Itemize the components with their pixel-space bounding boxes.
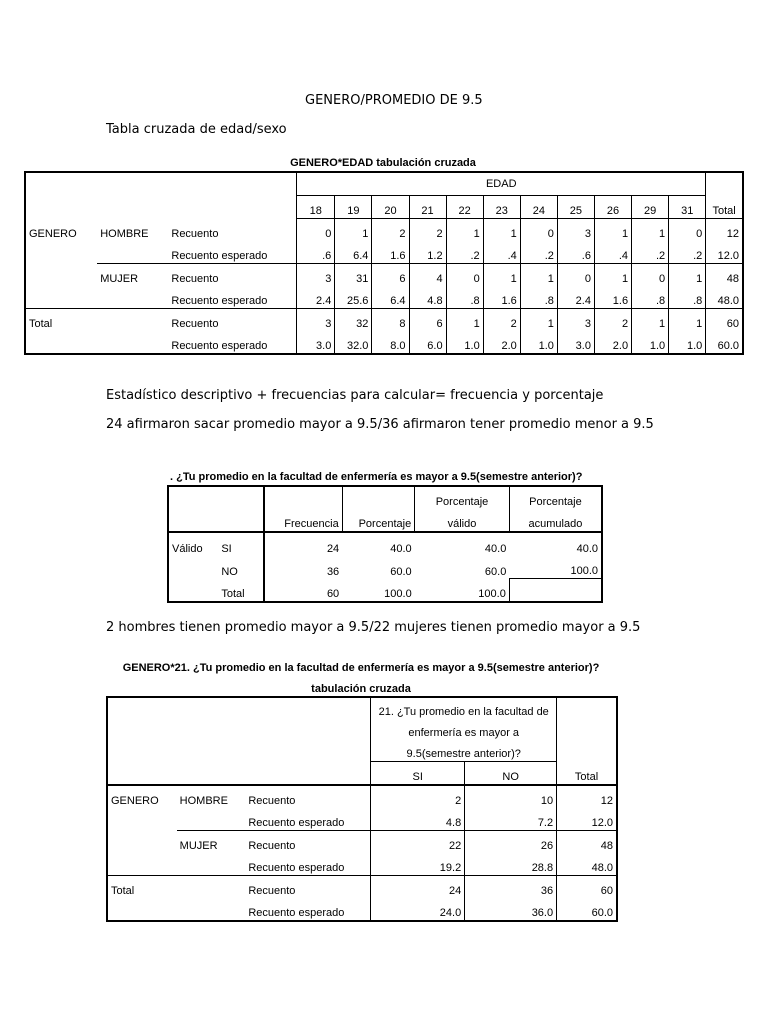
value-cell: 0 bbox=[557, 264, 594, 287]
value-cell: 48 bbox=[706, 264, 743, 287]
value-cell: 60 bbox=[557, 876, 617, 899]
value-cell: 36 bbox=[465, 876, 557, 899]
value-cell: 60.0 bbox=[706, 331, 743, 354]
age-header-19: 19 bbox=[335, 196, 372, 219]
row-sublabel bbox=[97, 286, 168, 309]
value-cell: 1.6 bbox=[372, 241, 409, 264]
no-porcentaje-acumulado: 100.0 bbox=[509, 556, 602, 579]
value-cell: 0 bbox=[446, 264, 483, 287]
age-header-20: 20 bbox=[372, 196, 409, 219]
value-cell: 1 bbox=[520, 264, 557, 287]
table-row bbox=[25, 241, 743, 264]
total-frecuencia: 60 bbox=[264, 579, 343, 603]
value-cell: .6 bbox=[557, 241, 594, 264]
value-cell: 3 bbox=[297, 264, 335, 287]
value-cell: 1.2 bbox=[409, 241, 446, 264]
table3-group-line1: 21. ¿Tu promedio en la facultad de bbox=[371, 697, 557, 719]
total-porcentaje-valido: 100.0 bbox=[415, 579, 510, 603]
row-label bbox=[25, 331, 97, 354]
value-cell: 1 bbox=[632, 219, 669, 242]
value-cell: 1 bbox=[669, 264, 706, 287]
value-cell: 36.0 bbox=[465, 898, 557, 921]
value-cell: .2 bbox=[669, 241, 706, 264]
row-label bbox=[25, 241, 97, 264]
genero-promedio-crosstab-table bbox=[106, 696, 618, 922]
value-cell: 31 bbox=[335, 264, 372, 287]
table-row bbox=[107, 831, 617, 854]
table-row bbox=[107, 785, 617, 808]
no-porcentaje-valido: 60.0 bbox=[484, 565, 507, 578]
value-cell: 2 bbox=[483, 309, 520, 332]
age-header-31: 31 bbox=[669, 196, 706, 219]
value-cell: 10 bbox=[465, 785, 557, 808]
value-cell: 8 bbox=[372, 309, 409, 332]
age-header-22: 22 bbox=[446, 196, 483, 219]
table2-caption: . ¿Tu promedio en la facultad de enfermería es mayor a 9.5(semestre anterior)? bbox=[170, 471, 583, 483]
value-cell: 28.8 bbox=[465, 853, 557, 876]
table1-group-header: EDAD bbox=[297, 172, 706, 196]
age-header-24: 24 bbox=[520, 196, 557, 219]
recuento-esperado-label: Recuento esperado bbox=[168, 286, 296, 309]
row-label-hombre: HOMBRE bbox=[179, 795, 228, 807]
value-cell: .2 bbox=[520, 241, 557, 264]
header-porcentaje-acumulado-2: acumulado bbox=[509, 509, 602, 532]
label-no: NO bbox=[218, 556, 263, 579]
row-label-genero: GENERO bbox=[107, 785, 177, 808]
value-cell: 2.4 bbox=[557, 286, 594, 309]
si-porcentaje: 40.0 bbox=[342, 532, 415, 556]
edad-crosstab-table bbox=[24, 171, 744, 355]
value-cell: 4 bbox=[409, 264, 446, 287]
row-sublabel bbox=[177, 876, 246, 899]
table3-corner bbox=[107, 697, 371, 785]
document-heading: GENERO/PROMEDIO DE 9.5 bbox=[305, 93, 483, 108]
value-cell: .8 bbox=[520, 286, 557, 309]
recuento-label: Recuento bbox=[168, 219, 296, 242]
value-cell: 2 bbox=[371, 785, 465, 808]
age-header-21: 21 bbox=[409, 196, 446, 219]
value-cell: 4.8 bbox=[409, 286, 446, 309]
value-cell: 2.0 bbox=[483, 331, 520, 354]
recuento-label: Recuento bbox=[245, 785, 370, 808]
table3-group-line2: enfermería es mayor a bbox=[408, 727, 520, 739]
recuento-esperado-label: Recuento esperado bbox=[245, 808, 370, 831]
value-cell: 0 bbox=[297, 219, 335, 242]
row-label bbox=[107, 853, 177, 876]
value-cell: 1 bbox=[594, 264, 631, 287]
age-header-18: 18 bbox=[297, 196, 335, 219]
value-cell: .8 bbox=[632, 286, 669, 309]
header-frecuencia: Frecuencia bbox=[284, 518, 339, 530]
header-porcentaje-valido-2: válido bbox=[415, 509, 510, 532]
total-porcentaje: 100.0 bbox=[342, 579, 415, 603]
value-cell: 1 bbox=[446, 309, 483, 332]
table3-header-total: Total bbox=[557, 762, 617, 786]
value-cell: .2 bbox=[632, 241, 669, 264]
value-cell: 3 bbox=[557, 219, 594, 242]
row-label bbox=[107, 831, 177, 854]
paragraph-promedio: 24 afirmaron sacar promedio mayor a 9.5/36 afirmaron tener promedio menor a 9.5 bbox=[106, 417, 654, 432]
recuento-esperado-label: Recuento esperado bbox=[245, 898, 370, 921]
document-subtitle: Tabla cruzada de edad/sexo bbox=[106, 122, 287, 137]
value-cell: 1 bbox=[483, 219, 520, 242]
age-header-25: 25 bbox=[557, 196, 594, 219]
age-header-26: 26 bbox=[594, 196, 631, 219]
si-frecuencia: 24 bbox=[264, 532, 343, 556]
recuento-label: Recuento bbox=[168, 264, 296, 287]
value-cell: 3 bbox=[557, 309, 594, 332]
value-cell: 19.2 bbox=[371, 853, 465, 876]
value-cell: 25.6 bbox=[335, 286, 372, 309]
value-cell: 2 bbox=[409, 219, 446, 242]
value-cell: 1 bbox=[335, 219, 372, 242]
table-row bbox=[25, 219, 743, 242]
value-cell: .2 bbox=[446, 241, 483, 264]
value-cell: .4 bbox=[594, 241, 631, 264]
value-cell: 1 bbox=[520, 309, 557, 332]
header-porcentaje-valido-1: Porcentaje bbox=[415, 486, 510, 509]
table3-group-line3: 9.5(semestre anterior)? bbox=[371, 740, 557, 762]
value-cell: 48.0 bbox=[706, 286, 743, 309]
value-cell: .8 bbox=[446, 286, 483, 309]
value-cell: 2.0 bbox=[594, 331, 631, 354]
row-label-total: Total bbox=[107, 876, 177, 899]
no-frecuencia: 36 bbox=[326, 565, 340, 578]
value-cell: 1 bbox=[483, 264, 520, 287]
recuento-label: Recuento bbox=[168, 309, 296, 332]
value-cell: .6 bbox=[297, 241, 335, 264]
value-cell: 32.0 bbox=[335, 331, 372, 354]
age-header-total: Total bbox=[706, 196, 743, 219]
value-cell: 1.0 bbox=[632, 331, 669, 354]
table-row bbox=[25, 286, 743, 309]
value-cell: 24.0 bbox=[371, 898, 465, 921]
si-porcentaje-acumulado: 40.0 bbox=[509, 532, 602, 556]
value-cell: 12 bbox=[557, 785, 617, 808]
value-cell: 2 bbox=[594, 309, 631, 332]
si-porcentaje-valido: 40.0 bbox=[415, 532, 510, 556]
row-sublabel bbox=[177, 898, 246, 921]
row-label bbox=[107, 808, 177, 831]
label-si: SI bbox=[218, 532, 263, 556]
value-cell: 1 bbox=[594, 219, 631, 242]
value-cell: 60 bbox=[706, 309, 743, 332]
table-row bbox=[25, 331, 743, 354]
value-cell: 1.0 bbox=[446, 331, 483, 354]
value-cell: 8.0 bbox=[372, 331, 409, 354]
table3-caption-line1: GENERO*21. ¿Tu promedio en la facultad de enfermería es mayor a 9.5(semestre anterior)? bbox=[122, 662, 600, 674]
value-cell: 3 bbox=[297, 309, 335, 332]
table3-header-no: NO bbox=[465, 762, 557, 786]
value-cell: 1.6 bbox=[483, 286, 520, 309]
row-label-total: Total bbox=[25, 309, 97, 332]
table1-corner bbox=[25, 172, 297, 219]
label-total: Total bbox=[218, 579, 263, 603]
age-header-23: 23 bbox=[483, 196, 520, 219]
value-cell: 12 bbox=[706, 219, 743, 242]
row-sublabel bbox=[177, 808, 246, 831]
recuento-esperado-label: Recuento esperado bbox=[245, 853, 370, 876]
row-sublabel bbox=[177, 853, 246, 876]
value-cell: 48.0 bbox=[557, 853, 617, 876]
value-cell: 7.2 bbox=[465, 808, 557, 831]
value-cell: 1.6 bbox=[594, 286, 631, 309]
table3-header-si: SI bbox=[371, 762, 465, 786]
age-header-29: 29 bbox=[632, 196, 669, 219]
table-row bbox=[25, 309, 743, 332]
value-cell: 0 bbox=[669, 219, 706, 242]
value-cell: 6 bbox=[372, 264, 409, 287]
frecuencia-table bbox=[167, 485, 603, 603]
value-cell: 1 bbox=[446, 219, 483, 242]
header-porcentaje-acumulado-1: Porcentaje bbox=[509, 486, 602, 509]
no-porcentaje: 60.0 bbox=[390, 565, 412, 578]
value-cell: 24 bbox=[371, 876, 465, 899]
value-cell: 6 bbox=[409, 309, 446, 332]
value-cell: .8 bbox=[669, 286, 706, 309]
label-valido: Válido bbox=[168, 532, 218, 556]
row-label bbox=[107, 898, 177, 921]
header-porcentaje: Porcentaje bbox=[358, 518, 412, 530]
table-row bbox=[25, 264, 743, 287]
row-label-mujer: MUJER bbox=[179, 840, 218, 852]
value-cell: 60.0 bbox=[557, 898, 617, 921]
value-cell: 6.4 bbox=[372, 286, 409, 309]
row-label-hombre: HOMBRE bbox=[100, 228, 149, 240]
value-cell: 12.0 bbox=[557, 808, 617, 831]
value-cell: 6.4 bbox=[335, 241, 372, 264]
value-cell: 0 bbox=[632, 264, 669, 287]
value-cell: 4.8 bbox=[371, 808, 465, 831]
table-row bbox=[107, 808, 617, 831]
table1-caption: GENERO*EDAD tabulación cruzada bbox=[290, 157, 476, 169]
row-sublabel bbox=[97, 309, 168, 332]
row-sublabel bbox=[97, 241, 168, 264]
value-cell: 1 bbox=[632, 309, 669, 332]
value-cell: 6.0 bbox=[409, 331, 446, 354]
recuento-label: Recuento bbox=[245, 876, 370, 899]
value-cell: 0 bbox=[520, 219, 557, 242]
value-cell: 12.0 bbox=[706, 241, 743, 264]
value-cell: 32 bbox=[335, 309, 372, 332]
value-cell: 1.0 bbox=[520, 331, 557, 354]
value-cell: 22 bbox=[371, 831, 465, 854]
row-label-mujer: MUJER bbox=[100, 273, 139, 285]
value-cell: 2 bbox=[372, 219, 409, 242]
value-cell: 1.0 bbox=[669, 331, 706, 354]
value-cell: 48 bbox=[557, 831, 617, 854]
value-cell: 26 bbox=[465, 831, 557, 854]
row-sublabel bbox=[97, 331, 168, 354]
table-row bbox=[107, 876, 617, 899]
value-cell: 3.0 bbox=[297, 331, 335, 354]
value-cell: .4 bbox=[483, 241, 520, 264]
table-row bbox=[107, 853, 617, 876]
table3-caption-line2: tabulación cruzada bbox=[311, 683, 411, 695]
row-label-genero: GENERO bbox=[25, 219, 97, 242]
row-label bbox=[25, 264, 97, 287]
recuento-label: Recuento bbox=[245, 831, 370, 854]
value-cell: 2.4 bbox=[297, 286, 335, 309]
paragraph-descriptive: Estadístico descriptivo + frecuencias para calcular= frecuencia y porcentaje bbox=[106, 388, 604, 403]
paragraph-genero: 2 hombres tienen promedio mayor a 9.5/22 mujeres tienen promedio mayor a 9.5 bbox=[106, 620, 641, 635]
recuento-esperado-label: Recuento esperado bbox=[168, 241, 296, 264]
recuento-esperado-label: Recuento esperado bbox=[168, 331, 296, 354]
value-cell: 1 bbox=[669, 309, 706, 332]
table-row bbox=[107, 898, 617, 921]
value-cell: 3.0 bbox=[557, 331, 594, 354]
row-label bbox=[25, 286, 97, 309]
